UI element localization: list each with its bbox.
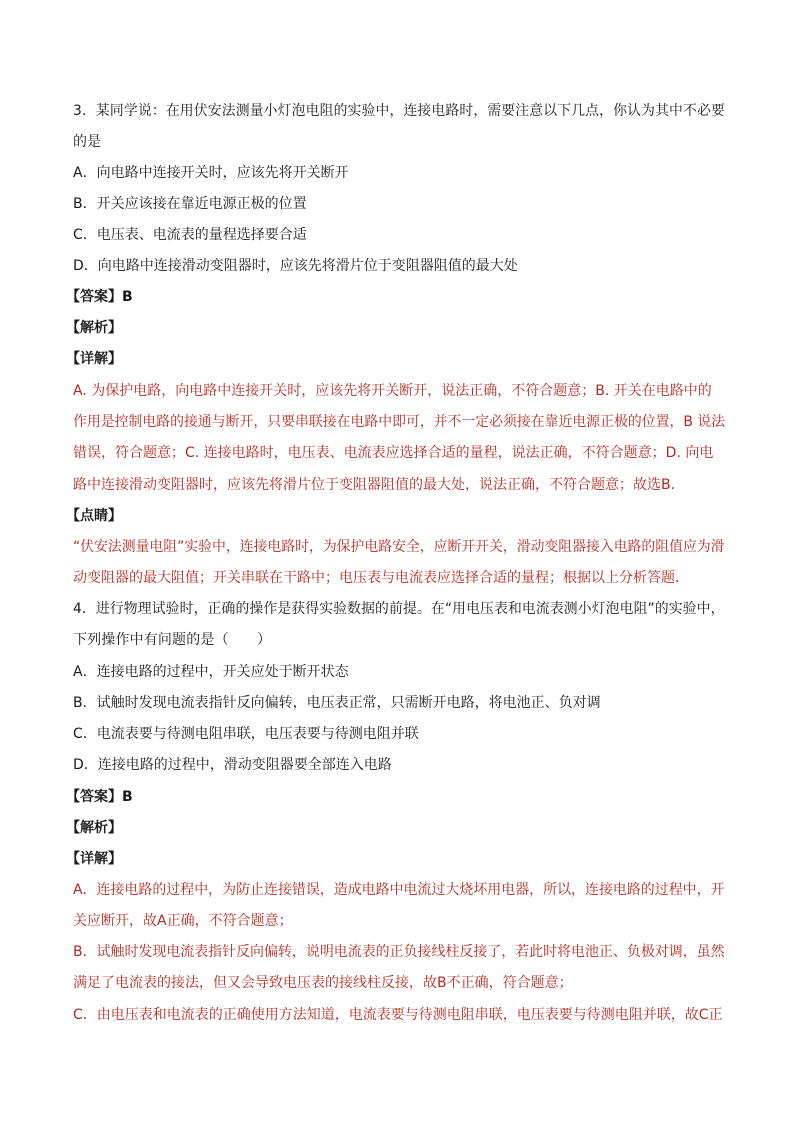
q3-option-a: A．向电路中连接开关时，应该先将开关断开: [73, 165, 349, 181]
q3-point-line-1: “伏安法测量电阻”实验中，连接电路时，为保护电路安全，应断开开关，滑动变阻器接入电路的阻值应为滑: [73, 539, 725, 555]
q4-detail-line-3: B．试触时发现电流表指针反向偏转，说明电流表的正负接线柱反接了，若此时将电池正、负极对调，虽然: [73, 944, 725, 960]
q3-detail-label: 【详解】: [66, 351, 122, 367]
q3-detail-line-2: 作用是控制电路的接通与断开，只要串联接在电路中即可，并不一定必须接在靠近电源正极的位置，B 说法: [73, 414, 726, 430]
q4-analysis-label: 【解析】: [66, 820, 122, 836]
q4-option-d: D．连接电路的过程中，滑动变阻器要全部连入电路: [73, 757, 392, 773]
q3-stem-line-2: 的是: [73, 134, 102, 150]
q3-stem-line-1: 3．某同学说：在用伏安法测量小灯泡电阻的实验中，连接电路时，需要注意以下几点，你认为其中不必要: [73, 103, 725, 119]
q4-detail-line-1: A．连接电路的过程中，为防止连接错误，造成电路中电流过大烧坏用电器，所以，连接电路的过程中，开: [73, 882, 725, 898]
q4-option-a: A．连接电路的过程中，开关应处于断开状态: [73, 664, 349, 680]
q3-answer: 【答案】B: [66, 289, 133, 305]
q3-point-label: 【点睛】: [66, 508, 122, 524]
q4-detail-line-4: 满足了电流表的接法，但又会导致电压表的接线柱反接，故B不正确，符合题意；: [73, 975, 573, 991]
q4-detail-line-5: C．由电压表和电流表的正确使用方法知道，电流表要与待测电阻串联，电压表要与待测电阻并联，故C正: [73, 1007, 723, 1023]
q4-stem-line-1: 4．进行物理试验时，正确的操作是获得实验数据的前提。在“用电压表和电流表测小灯泡电阻”的实验中，: [73, 601, 725, 617]
q3-point-line-2: 动变阻器的最大阻值；开关串联在干路中；电压表与电流表应选择合适的量程；根据以上分析答题．: [73, 570, 689, 586]
q4-stem-line-2: 下列操作中有问题的是（ ）: [73, 632, 272, 648]
q4-answer: 【答案】B: [66, 789, 133, 805]
q3-analysis-label: 【解析】: [66, 320, 122, 336]
q4-detail-line-2: 关应断开，故A正确，不符合题意；: [73, 913, 293, 929]
q4-option-b: B．试触时发现电流表指针反向偏转，电压表正常，只需断开电路，将电池正、负对调: [73, 695, 601, 711]
q3-detail-line-4: 路中连接滑动变阻器时，应该先将滑片位于变阻器阻值的最大处，说法正确，不符合题意；故选B.: [73, 477, 676, 493]
q3-option-d: D．向电路中连接滑动变阻器时，应该先将滑片位于变阻器阻值的最大处: [73, 258, 518, 274]
q3-option-c: C．电压表、电流表的量程选择要合适: [73, 227, 307, 243]
q4-option-c: C．电流表要与待测电阻串联，电压表要与待测电阻并联: [73, 726, 419, 742]
q3-detail-line-3: 错误，符合题意；C. 连接电路时，电压表、电流表应选择合适的量程，说法正确，不符合题意；D. 向电: [73, 445, 714, 461]
q4-detail-label: 【详解】: [66, 851, 122, 867]
q3-detail-line-1: A. 为保护电路，向电路中连接开关时，应该先将开关断开，说法正确，不符合题意；B. 开关在电路中的: [73, 383, 712, 399]
q3-option-b: B．开关应该接在靠近电源正极的位置: [73, 196, 307, 212]
